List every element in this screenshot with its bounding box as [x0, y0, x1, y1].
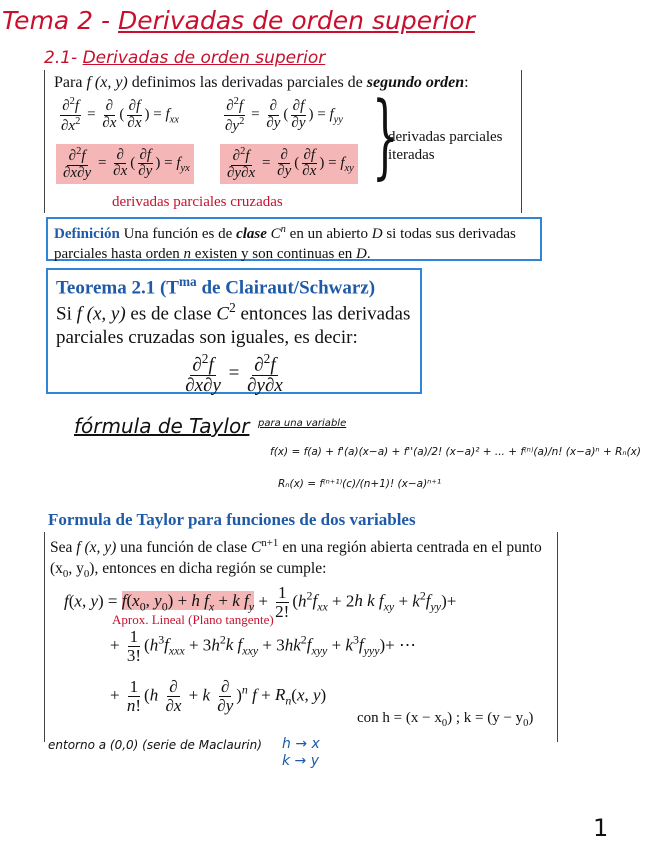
- con-mid: ) ; k = (y − y: [447, 710, 524, 726]
- taylor-line-2: + $\frac{1}{3!}$ ($h^3f_{xxx} + 3h^2k$ $f_{xxy} + 3hk^2f_{xyy} + k^3f_{yyy})+$ ⋯: [110, 627, 416, 665]
- def-text-c: en un abierto: [285, 226, 372, 242]
- fxx-sub: xx: [169, 114, 179, 126]
- th-text-c: entonces las derivadas parciales cruzadas son iguales, es decir:: [56, 303, 411, 349]
- theorem-title-end: de Clairaut/Schwarz): [196, 277, 376, 299]
- def-text-d: si todas sus derivadas parciales hasta orden: [54, 226, 516, 262]
- fxy-sub: xy: [344, 163, 354, 175]
- theorem-title: [56, 274, 412, 300]
- intro-text-a: Para: [54, 74, 87, 91]
- t2-text-b: una función de clase: [116, 539, 251, 557]
- def-text-f: .: [366, 245, 371, 262]
- theorem-text: [56, 300, 412, 350]
- def-c: C: [266, 226, 281, 242]
- taylor-line-3: + $\frac{1}{n!}$ (h $\frac{\partial}{\partial x}$ + k $\frac{\partial}{\partial y}$ )$^n$ $f + R_n(x$, y): [110, 677, 327, 715]
- def-text-e: existen y son continuas en: [191, 245, 357, 262]
- t2-text-a: Sea: [50, 539, 77, 557]
- hk-mapping: [282, 736, 320, 770]
- def-n: n: [183, 245, 192, 262]
- intro-fx: f (x, y): [86, 74, 128, 91]
- def-D2: D: [356, 245, 367, 262]
- taylor-line-1: f(x, $y) = f(x_0$, $y_0) + h$ $f_x + k$ $f_y$ + $\frac{1}{2!}$ ($h^2f_{xx} + 2h$ k $f_{xy} + k^2f_{yy})+$: [64, 583, 457, 621]
- fyx-sub: yx: [180, 163, 190, 175]
- th-fx: f (x, y): [76, 303, 126, 325]
- second-order-intro: [54, 74, 469, 92]
- def-D: D: [371, 226, 383, 242]
- theorem-equation: $\frac{\partial^2f}{\partial x\partial y}$ = $\frac{\partial^2f}{\partial y\partial x}$: [185, 350, 283, 397]
- linear-approx-highlight: $f(x_0$, $y_0) + h$ $f_x + k$ $f_y$: [121, 591, 255, 614]
- t2-point-sub-x: 0: [62, 568, 69, 581]
- subtitle-main-text: Derivadas de orden superior: [82, 48, 326, 68]
- th-text-b: es de clase: [125, 303, 217, 325]
- right-brace: }: [372, 82, 399, 189]
- t2-class: C: [251, 539, 262, 557]
- section-subtitle: [44, 48, 325, 68]
- con-end: ): [528, 710, 534, 726]
- t2-class-sup: n+1: [261, 537, 279, 549]
- h-k-definition: [357, 710, 533, 729]
- remainder-formula: Rₙ(x) = f⁽ⁿ⁺¹⁾(c)/(n+1)! (x−a)ⁿ⁺¹: [278, 478, 442, 490]
- con-a: con h = (x − x: [357, 710, 442, 726]
- iterated-label: derivadas parciales iteradas: [388, 129, 503, 163]
- eq-fxx: $\frac{\partial^2f}{\partial x^2}$ = $\frac{\partial}{\partial x}$ ( $\frac{\partial f}{\partial x}$ ) = $f_{xx}$: [61, 96, 179, 134]
- def-bold: clase: [236, 226, 267, 242]
- theorem-title-sup: ma: [178, 274, 197, 289]
- linear-approx-label: Aprox. Lineal (Plano tangente): [112, 612, 274, 627]
- eq-fyx-highlight: $\frac{\partial^2f}{\partial x\partial y}$ = $\frac{\partial}{\partial x}$ ( $\frac{\partial f}{\partial y}$ ) = $f_{yx}$: [56, 144, 194, 184]
- def-text-a: Una función es de: [119, 226, 237, 242]
- t2-text-c: en una región abierta centrada en el punto: [278, 539, 542, 557]
- t2-point-a: (x: [50, 560, 63, 578]
- th-c: C: [216, 303, 230, 325]
- t2-fx: f (x, y): [76, 539, 117, 557]
- maclaurin-note: entorno a (0,0) (serie de Maclaurin): [48, 738, 262, 752]
- one-var-formula: f(x) = f(a) + f'(a)(x−a) + f''(a)/2! (x−a)² + ... + f⁽ⁿ⁾(a)/n! (x−a)ⁿ + Rₙ(x): [270, 446, 641, 458]
- con-sub-y: 0: [523, 718, 529, 729]
- fxx-symbol: f: [165, 106, 170, 123]
- theorem-box: [46, 268, 422, 397]
- taylor-handwritten-label: fórmula de Taylor: [74, 414, 250, 438]
- one-var-label: para una variable: [258, 418, 347, 429]
- page-number: 1: [593, 814, 609, 842]
- t2-point-end: ): [89, 560, 95, 578]
- t2-point-mid: , y: [68, 560, 84, 578]
- theorem-title-a: Teorema 2.1 (T: [56, 277, 179, 299]
- crossed-label: derivadas parciales cruzadas: [112, 194, 283, 210]
- definition-label: Definición: [54, 226, 120, 242]
- th-text-a: Si: [56, 303, 77, 325]
- page-title: [2, 6, 475, 35]
- title-prefix: Tema 2 -: [2, 6, 119, 35]
- t2-point-sub-y: 0: [83, 568, 90, 581]
- definition-box: [46, 217, 542, 261]
- con-sub-x: 0: [441, 718, 448, 729]
- h-map: h → x: [282, 736, 320, 752]
- def-sup-n: n: [280, 224, 286, 235]
- title-main-text: Derivadas de orden superior: [118, 6, 475, 35]
- taylor-two-intro: [50, 536, 550, 582]
- eq-fyy: $\frac{\partial^2f}{\partial y^2}$ = $\frac{\partial}{\partial y}$ ( $\frac{\partial f}{\partial y}$ ) = $f_{yy}$: [225, 96, 343, 134]
- intro-bold: segundo orden: [366, 74, 465, 91]
- k-map: k → y: [282, 752, 320, 769]
- eq-fxy-highlight: $\frac{\partial^2f}{\partial y\partial x}$ = $\frac{\partial}{\partial y}$ ( $\frac{\partial f}{\partial x}$ ) = $f_{xy}$: [220, 144, 358, 184]
- intro-text-c: :: [464, 74, 469, 91]
- t2-text-d: , entonces en dicha región se cumple:: [94, 560, 327, 578]
- fyy-sub: yy: [333, 114, 343, 126]
- subtitle-prefix: 2.1-: [44, 48, 83, 68]
- taylor-two-title: Formula de Taylor para funciones de dos variables: [48, 510, 416, 529]
- th-c-sup: 2: [229, 300, 236, 316]
- intro-text-b: definimos las derivadas parciales de: [127, 74, 367, 91]
